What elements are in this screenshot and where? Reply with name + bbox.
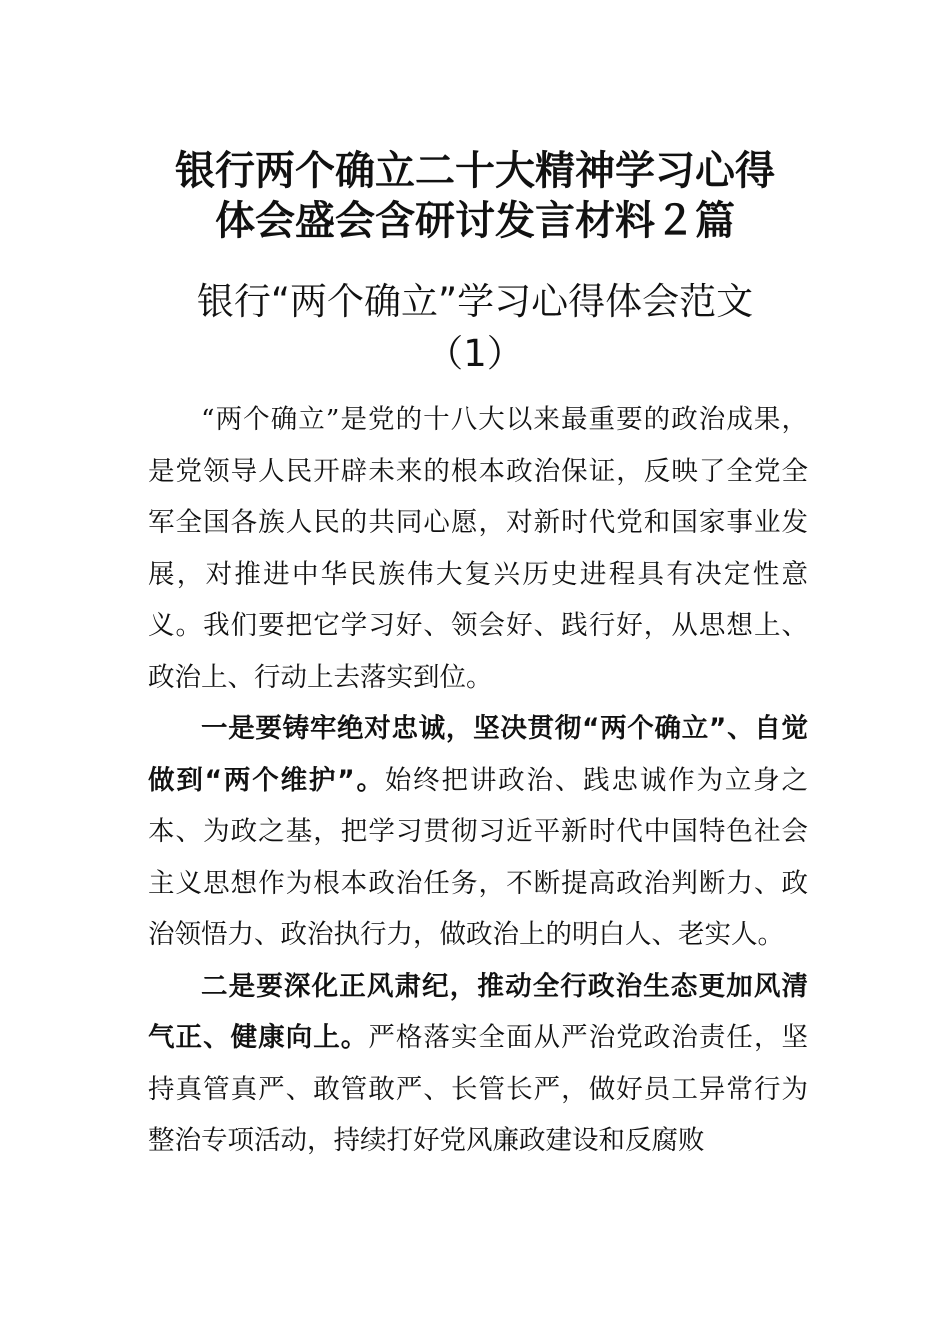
document-body [148,394,808,1167]
paragraph-1-text: “两个确立”是党的十八大以来最重要的政治成果，是党领导人民开辟未来的根本政治保证，反映了全党全军全国各族人民的共同心愿，对新时代党和国家事业发展，对推进中华民族伟大复兴历史进程具有决定性意义。我们要把它学习好、领会好、践行好，从思想上、政治上、行动上去落实到位。 [148,404,808,693]
paragraph-3-lead: 二是要深化正风肃纪，推动全行政治生态更加风清气正、健康向上。 [148,970,808,1053]
subtitle-line-1: 银行“两个确立”学习心得体会范文 [196,280,754,323]
subtitle-line-2: （1） [426,332,524,375]
paragraph-2-text: 始终把讲政治、践忠诚作为立身之本、为政之基，把学习贯彻习近平新时代中国特色社会主义思想作为根本政治任务，不断提高政治判断力、政治领悟力、政治执行力，做政治上的明白人、老实人。 [148,764,809,950]
paragraph-1 [148,394,808,703]
paragraph-3-text: 严格落实全面从严治党政治责任，坚持真管真严、敢管敢严、长管长严，做好员工异常行为整治专项活动，持续打好党风廉政建设和反腐败 [148,1022,809,1156]
section-subtitle [110,276,840,380]
document-title [120,146,830,246]
title-line-1: 银行两个确立二十大精神学习心得 [175,148,775,194]
paragraph-2-lead: 一是要铸牢绝对忠诚，坚决贯彻“两个确立”、自觉做到“两个维护”。 [148,713,808,796]
paragraph-3 [148,961,808,1167]
paragraph-2 [148,703,808,961]
title-line-2: 体会盛会含研讨发言材料２篇 [215,198,735,244]
